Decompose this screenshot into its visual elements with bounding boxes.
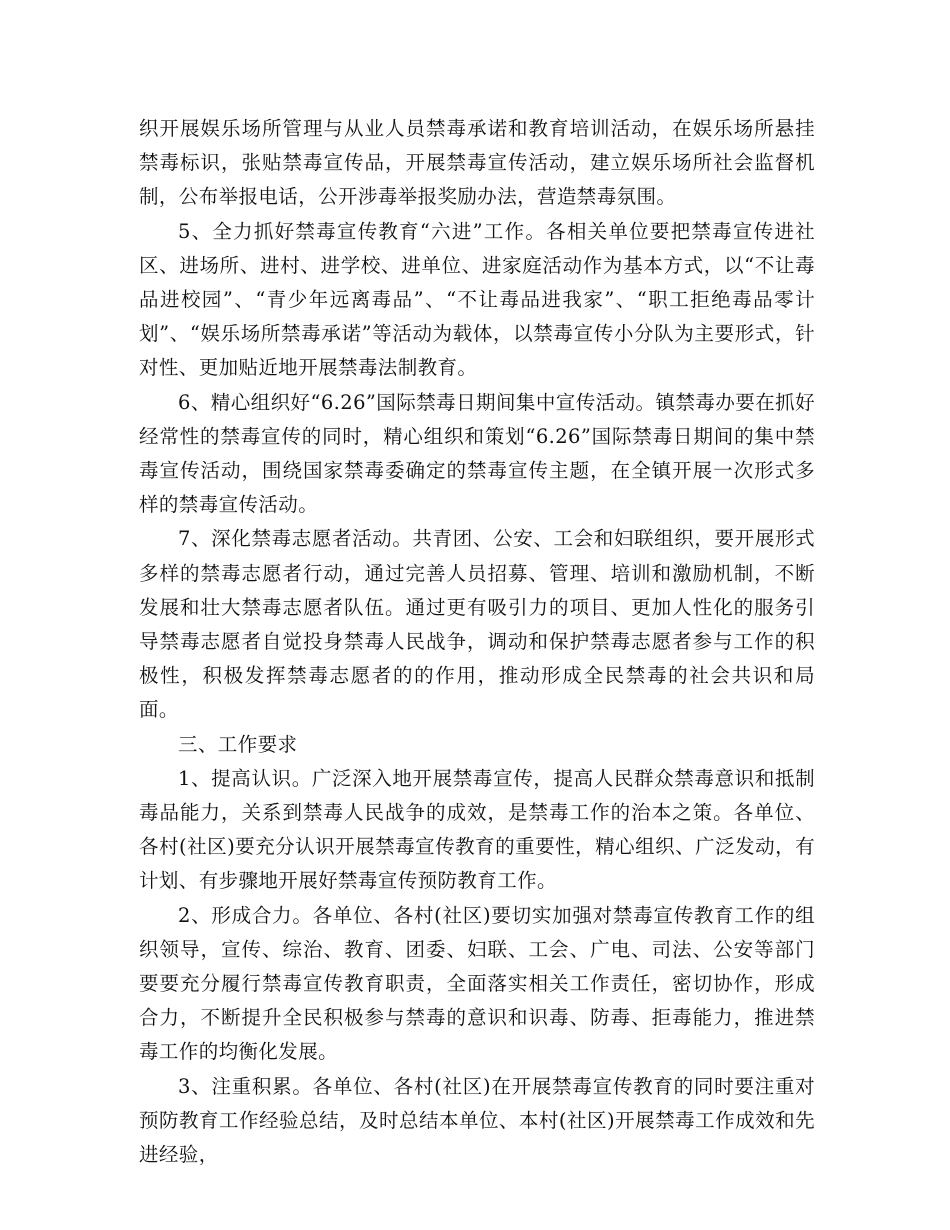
paragraph-requirement-3: 3、注重积累。各单位、各村(社区)在开展禁毒宣传教育的同时要注重对预防教育工作经验总结，及时总结本单位、本村(社区)开展禁毒工作成效和先进经验， <box>139 1074 815 1167</box>
paragraph-item-5: 5、全力抓好禁毒宣传教育“六进”工作。各相关单位要把禁毒宣传进社区、进场所、进村、进学校、进单位、进家庭活动作为基本方式，以“不让毒品进校园”、“青少年远离毒品”、“不让毒品进我家”、“职工拒绝毒品零计划”、“娱乐场所禁毒承诺”等活动为载体，以禁毒宣传小分队为主要形式，针对性、更加贴近地开展禁毒法制教育。 <box>139 219 815 380</box>
document-body <box>139 112 815 1172</box>
paragraph-continuation: 织开展娱乐场所管理与从业人员禁毒承诺和教育培训活动，在娱乐场所悬挂禁毒标识，张贴禁毒宣传品，开展禁毒宣传活动，建立娱乐场所社会监督机制，公布举报电话，公开涉毒举报奖励办法，营造禁毒氛围。 <box>139 117 815 209</box>
paragraph-requirement-2: 2、形成合力。各单位、各村(社区)要切实加强对禁毒宣传教育工作的组织领导，宣传、综治、教育、团委、妇联、工会、广电、司法、公安等部门要要充分履行禁毒宣传教育职责，全面落实相关工作责任，密切协作，形成合力，不断提升全民积极参与禁毒的意识和识毒、防毒、拒毒能力，推进禁毒工作的均衡化发展。 <box>139 903 815 1064</box>
paragraph-requirement-1: 1、提高认识。广泛深入地开展禁毒宣传，提高人民群众禁毒意识和抵制毒品能力，关系到禁毒人民战争的成效，是禁毒工作的治本之策。各单位、各村(社区)要充分认识开展禁毒宣传教育的重要性，精心组织、广泛发动，有计划、有步骤地开展好禁毒宣传预防教育工作。 <box>139 766 815 893</box>
section-heading-work-requirements: 三、工作要求 <box>178 732 298 756</box>
paragraph-item-7: 7、深化禁毒志愿者活动。共青团、公安、工会和妇联组织，要开展形式多样的禁毒志愿者行动，通过完善人员招募、管理、培训和激励机制，不断发展和壮大禁毒志愿者队伍。通过更有吸引力的项目、更加人性化的服务引导禁毒志愿者自觉投身禁毒人民战争，调动和保护禁毒志愿者参与工作的积极性，积极发挥禁毒志愿者的的作用，推动形成全民禁毒的社会共识和局面。 <box>139 527 815 722</box>
paragraph-item-6: 6、精心组织好“6.26”国际禁毒日期间集中宣传活动。镇禁毒办要在抓好经常性的禁毒宣传的同时，精心组织和策划“6.26”国际禁毒日期间的集中禁毒宣传活动，围绕国家禁毒委确定的禁毒宣传主题，在全镇开展一次形式多样的禁毒宣传活动。 <box>139 390 815 517</box>
